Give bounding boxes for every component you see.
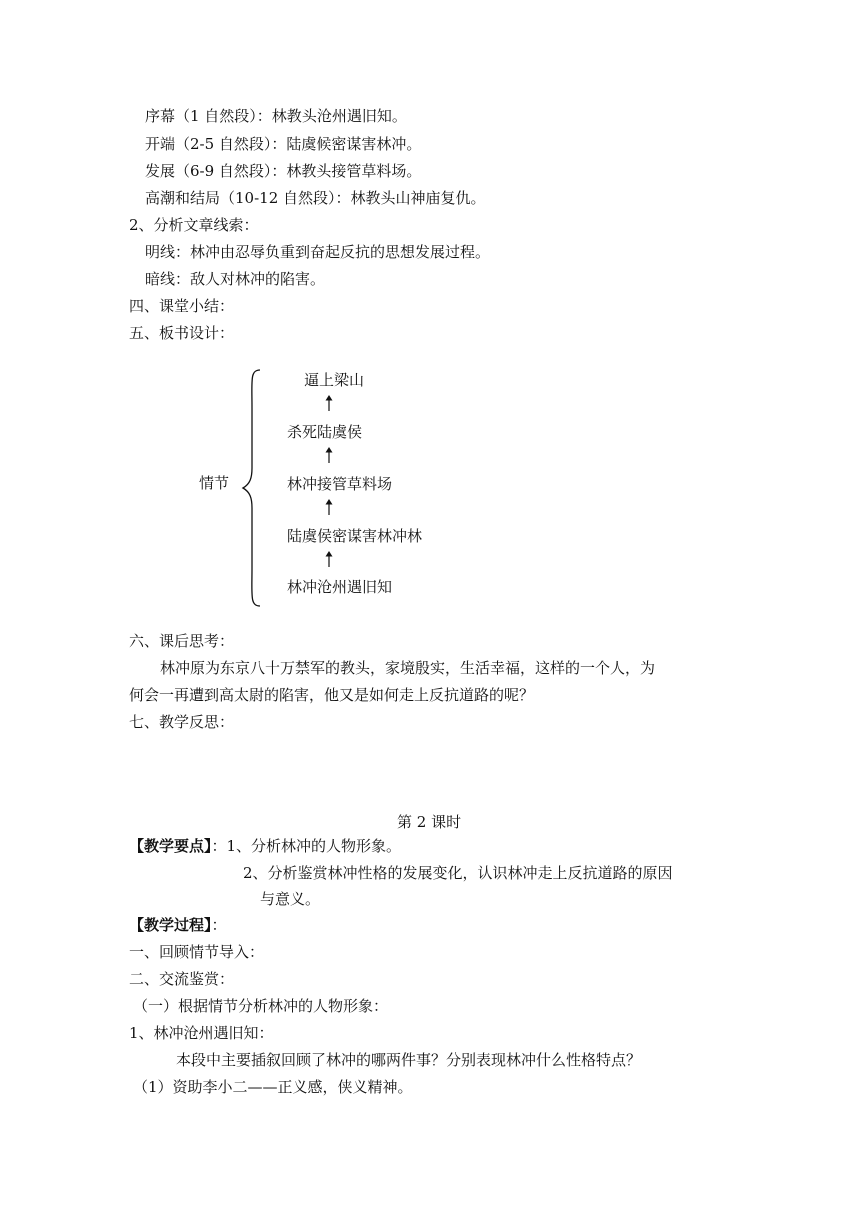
key-points-label: 【教学要点】: [129, 837, 212, 855]
structure-part-2: 开端（2-5 自然段）：陆虞候密谋害林冲。: [145, 135, 422, 153]
clue-heading: 2、分析文章线索：: [129, 216, 259, 234]
process-row: [129, 915, 227, 935]
process-step-1: 一、回顾情节导入：: [129, 943, 265, 961]
process-item-1: 1、林冲沧州遇旧知：: [129, 1024, 274, 1042]
board-label: 情节: [199, 474, 230, 492]
lesson2-title: 第 2 课时: [397, 813, 462, 831]
up-arrow-icon: [323, 394, 335, 412]
board-step-5: 林冲沧州遇旧知: [287, 578, 393, 596]
up-arrow-icon: [323, 446, 335, 464]
process-item-1-answer-1: （1）资助李小二——正义感，侠义精神。: [133, 1078, 413, 1096]
clue-explicit: 明线：林冲由忍辱负重到奋起反抗的思想发展过程。: [145, 243, 491, 261]
structure-part-3: 发展（6-9 自然段）：林教头接管草料场。: [145, 162, 422, 180]
teaching-reflection-heading: 七、教学反思：: [129, 713, 235, 731]
key-point-2-line-2: 与意义。: [260, 890, 321, 908]
board-step-3: 林冲接管草料场: [287, 475, 393, 493]
board-step-1: 逼上梁山: [304, 371, 365, 389]
up-arrow-icon: [323, 550, 335, 568]
reflection-question-heading: 六、课后思考：: [129, 632, 235, 650]
reflection-question-line-1: 林冲原为东京八十万禁军的教头，家境殷实，生活幸福，这样的一个人，为: [160, 659, 656, 677]
reflection-question-line-2: 何会一再遭到高太尉的陷害，他又是如何走上反抗道路的呢？: [129, 686, 535, 704]
key-point-2-line-1: 2、分析鉴赏林冲性格的发展变化，认识林冲走上反抗道路的原因: [243, 864, 673, 882]
key-point-1: ：1、分析林冲的人物形象。: [211, 837, 402, 855]
process-colon: ：: [211, 916, 227, 934]
key-points-row: [129, 836, 401, 856]
process-label: 【教学过程】: [129, 916, 212, 934]
process-item-1-question: 本段中主要插叙回顾了林冲的哪两件事？分别表现林冲什么性格特点？: [176, 1051, 642, 1069]
clue-implicit: 暗线：敌人对林冲的陷害。: [145, 270, 326, 288]
summary-heading: 四、课堂小结：: [129, 297, 235, 315]
curly-brace-icon: [240, 368, 264, 608]
board-step-4: 陆虞侯密谋害林冲林: [287, 527, 423, 545]
structure-part-1: 序幕（1 自然段）：林教头沧州遇旧知。: [145, 107, 407, 125]
board-step-2: 杀死陆虞侯: [287, 423, 363, 441]
process-step-2: 二、交流鉴赏：: [129, 970, 235, 988]
board-heading: 五、板书设计：: [129, 324, 235, 342]
structure-part-4: 高潮和结局（10-12 自然段）：林教头山神庙复仇。: [145, 189, 486, 207]
process-sub-1: （一）根据情节分析林冲的人物形象：: [133, 997, 389, 1015]
up-arrow-icon: [323, 498, 335, 516]
